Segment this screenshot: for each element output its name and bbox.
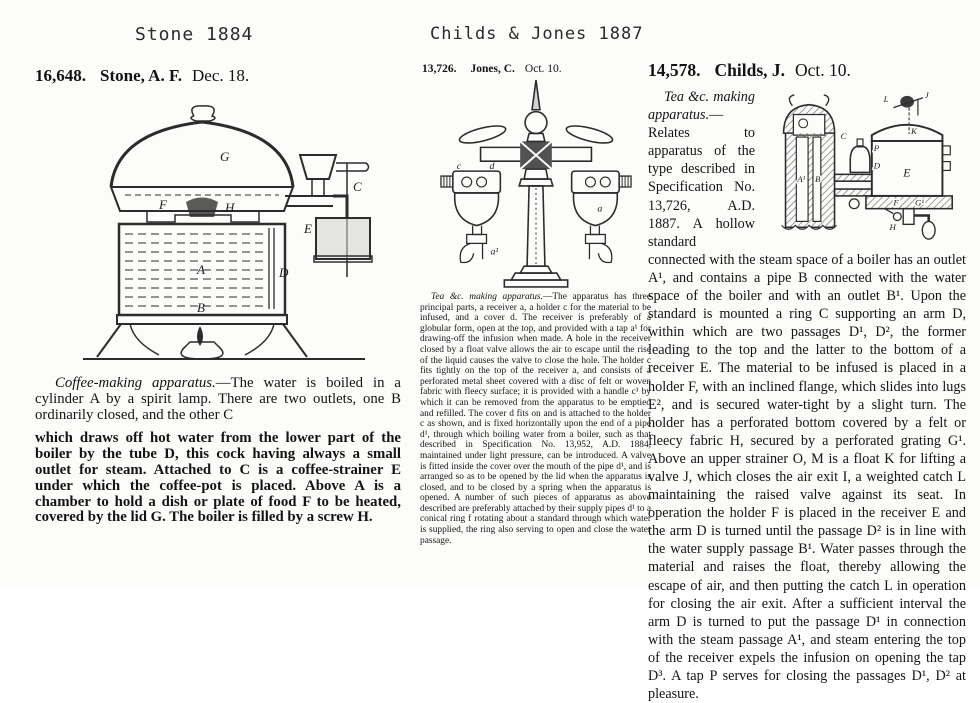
childs-figure <box>760 90 966 242</box>
spirit-lamp-flame <box>197 326 203 346</box>
figure-label-d: D <box>279 265 289 280</box>
figure-label-e: E <box>304 221 312 236</box>
childs-body <box>648 88 966 703</box>
jones-paragraph-lead: Tea &c. making apparatus. <box>431 292 543 302</box>
stone-paragraph-1 <box>35 376 401 423</box>
left-arm <box>480 147 520 161</box>
childs-paragraph-rest: —Relates to apparatus of the type described in Specification No. 13,726, A.D. 1887. A hollow standard connected with the steam space of a boiler has an outlet A¹, and contains a pipe B connected with the water space of the boiler and with an outlet B¹. Upon the standard is mounted a ring C supporting an arm D, within which are two passages D¹, D², the former leading to the top and the latter to the bottom of a receiver E. The material to be infused is placed in a holder F, with an inclined flange, which slides into lugs E², and is secured water-tight by a slight turn. The holder has a perforated bottom covered by a felt or fleecy fabric H, secured by a perforated grating G¹. Above an upper strainer O, M is a float K for lifting a valve J, which closes the air exit I, a weighted catch L maintaining the raised valve against its seat. In operation the holder F is placed in the receiver E and the arm D is turned until the passage D² is in line with the water supply passage B¹. Water passes through the material and raises the float, thereby allowing the escape of air, and then putting the catch L in operation for closing the air exit. After a sufficient interval the arm D is turned to put the passage D¹ in connection with the steam passage A¹, and steam entering the top of the receiver expels the infusion on opening the tap D³. A tap P serves for closing the passages D¹, D² at pleasure. <box>648 107 966 703</box>
jones-column <box>420 24 651 546</box>
jones-entry-heading <box>422 63 651 75</box>
standard-body <box>786 133 835 227</box>
figure-label-a1: a¹ <box>489 246 498 258</box>
figure-label-h: H <box>225 200 235 215</box>
coffee-pot <box>316 218 370 259</box>
figure-label-l: L <box>883 93 889 104</box>
figure-label-a1: A¹ <box>797 174 806 185</box>
stone-entry-name: Stone, A. F. <box>100 66 183 85</box>
receiver-lid <box>872 125 943 141</box>
figure-label-g1: G¹ <box>914 197 924 208</box>
arm-lower-wall <box>835 189 874 196</box>
childs-entry-name: Childs, J. <box>714 60 786 80</box>
childs-paragraph-lead: Tea &c. making apparatus. <box>648 89 755 124</box>
flask <box>922 221 935 239</box>
figure-label-a: a <box>596 203 602 215</box>
filler-screw <box>186 198 218 218</box>
dome-lid <box>111 122 293 187</box>
stone-paragraph-1-lead: Coffee-making apparatus. <box>55 375 216 391</box>
funnel-cup <box>300 155 336 179</box>
childs-column <box>648 60 966 703</box>
stone-paragraph-1-rest: —The water is boiled in a cylinder A by a spirit lamp. There are two outlets, one B ordinarily closed, and the other C <box>35 375 401 423</box>
figure-label-p: P <box>873 142 880 153</box>
jones-entry-name: Jones, C. <box>470 63 515 75</box>
funnel-handle <box>336 163 369 171</box>
figure-label-b: B <box>814 174 821 185</box>
figure-label-c: C <box>840 131 847 142</box>
figure-label-f: F <box>893 197 899 208</box>
figure-label-e: E <box>903 166 911 180</box>
stone-paragraph-2: which draws off hot water from the lower part of the boiler by the tube D, this cock having always a small outlet for steam. Attached to C is a coffee-strainer E under which the coffee-pot is placed. Above A is a chamber to hold a dish or plate of food F to be heated, covered by the lid G. The boiler is filled by a screw H. <box>35 430 401 526</box>
stone-figure <box>73 99 373 361</box>
figure-label-d: d <box>488 161 494 173</box>
stone-entry-date: Dec. 18. <box>192 66 250 85</box>
figure-label-a: A <box>197 262 205 277</box>
childs-entry-date: Oct. 10. <box>795 60 851 80</box>
jones-year-header: Childs & Jones 1887 <box>430 24 644 44</box>
arm-upper-wall <box>835 174 874 181</box>
right-handle <box>564 122 613 146</box>
jones-paragraph-rest: —The apparatus has three principal parts, a receiver a, a holder c for the material to be infused, and a cover d. The receiver is preferably of a globular form, open at the top, and provided with a tap a¹ for drawing-off the infusion when made. A hole in the receiver closed by a float valve allows the air to escape until the rise of the liquid causes the valve to close the hole. The holder c fits tightly on the top of the receiver a, and consists of a perforated metal sheet covered with a disc of felt or woven fabric with fleecy surface; it is provided with a handle c¹ by which it can be removed from the apparatus to be emptied and refilled. The cover d fits on and is attached to the holder c as shown, and is fixed horizontally upon the end of a pipe d¹, through which boiling water from a boiler, such as that described in Specification No. 13,952, A.D. 1884, maintained under light pressure, can be introduced. A valve is fitted inside the cover over the mouth of the pipe d¹, and is arranged so as to be opened by the lid when the apparatus is closed, and to be closed by a spring when the apparatus is opened. A number of such pieces of apparatus as above described are preferably attached by their supply pipes d¹ to a conical ring f rotating about a standard through which water is supplied, the ring also serving to open and close the water passage. <box>420 292 652 546</box>
stone-entry-number: 16,648. <box>35 66 86 85</box>
stone-entry-heading <box>35 66 401 86</box>
figure-label-c: c <box>456 161 461 173</box>
jones-paragraph <box>420 292 651 546</box>
cock-c <box>333 196 347 219</box>
receiver-flange <box>866 196 952 209</box>
right-tap <box>585 234 605 243</box>
stone-year-header: Stone 1884 <box>135 24 254 45</box>
left-handle <box>457 122 506 146</box>
figure-label-d: D <box>873 160 881 171</box>
right-receiver-globe <box>573 193 617 226</box>
figure-label-b: B <box>197 300 205 315</box>
childs-entry-number: 14,578. <box>648 60 701 80</box>
right-arm <box>551 147 591 161</box>
tap-p <box>850 146 870 172</box>
spire-finial <box>532 80 540 110</box>
left-tap <box>466 234 486 243</box>
figure-label-g: G <box>220 149 230 164</box>
figure-label-f: F <box>159 197 167 212</box>
stone-column <box>35 24 401 526</box>
lid-knob <box>191 106 215 121</box>
figure-label-c: C <box>353 179 362 194</box>
left-receiver-globe <box>454 193 498 226</box>
spirit-lamp <box>181 342 223 359</box>
figure-label-h: H <box>889 222 896 233</box>
jones-entry-date: Oct. 10. <box>524 63 562 75</box>
jones-entry-number: 13,726. <box>422 63 457 75</box>
jones-figure <box>437 78 635 288</box>
figure-label-k: K <box>911 126 917 137</box>
figure-label-j: J <box>924 90 929 100</box>
childs-entry-heading <box>648 60 966 81</box>
